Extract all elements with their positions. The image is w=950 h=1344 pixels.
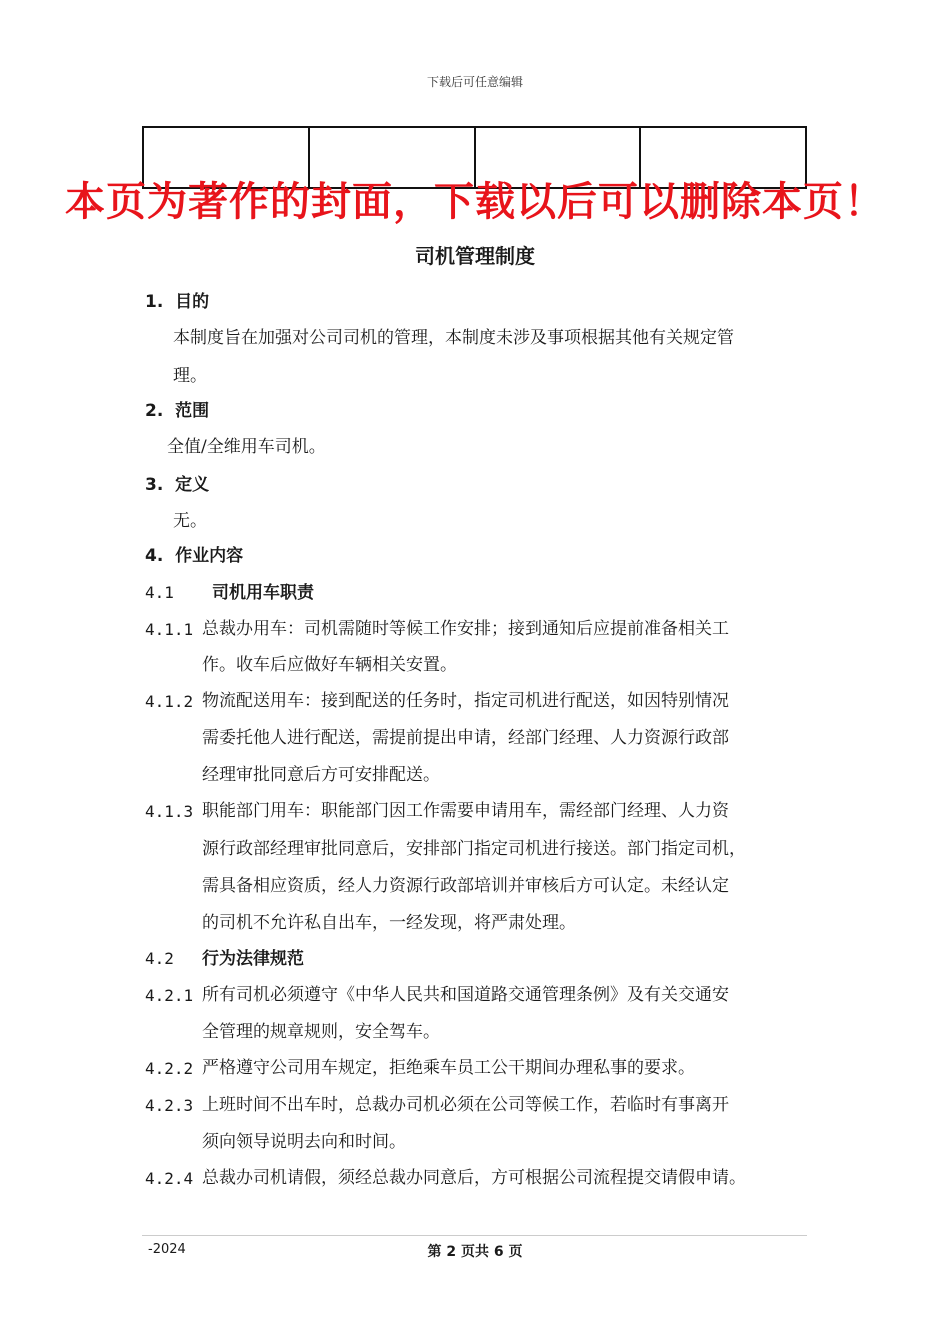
paragraph-line: 全值/全维用车司机。 — [167, 437, 326, 457]
clause-number: 4.2.1 — [145, 986, 194, 1005]
subsection-heading — [145, 948, 174, 970]
clause-line: 须向领导说明去向和时间。 — [202, 1132, 406, 1152]
clause-line: 物流配送用车：接到配送的任务时，指定司机进行配送，如因特别情况 — [202, 691, 729, 711]
section-number: 2. — [145, 401, 164, 421]
clause-line: 全管理的规章规则，安全驾车。 — [202, 1022, 440, 1042]
section-heading — [145, 545, 243, 567]
section-heading — [145, 400, 209, 422]
subsection-number: 4.2 — [145, 949, 174, 968]
section-heading — [145, 474, 209, 496]
paragraph-line: 理。 — [173, 366, 207, 386]
clause-line: 总裁办用车：司机需随时等候工作安排；接到通知后应提前准备相关工 — [202, 619, 729, 639]
paragraph-line: 无。 — [173, 511, 207, 531]
section-title: 目的 — [175, 292, 210, 312]
paragraph-line: 本制度旨在加强对公司司机的管理，本制度未涉及事项根据其他有关规定管 — [173, 328, 734, 348]
footer-divider — [142, 1235, 807, 1236]
section-title: 定义 — [175, 475, 210, 495]
clause-number: 4.1.2 — [145, 692, 194, 711]
clause-line: 总裁办司机请假，须经总裁办同意后，方可根据公司流程提交请假申请。 — [202, 1168, 746, 1188]
clause-number: 4.1.3 — [145, 802, 194, 821]
header-note: 下载后可任意编辑 — [426, 75, 523, 89]
clause-number: 4.1.1 — [145, 620, 194, 639]
clause-number: 4.2.4 — [145, 1169, 194, 1188]
subsection-title: 司机用车职责 — [212, 583, 314, 603]
document-title: 司机管理制度 — [415, 244, 535, 268]
clause-line: 需具备相应资质，经人力资源行政部培训并审核后方可认定。未经认定 — [202, 876, 729, 896]
clause-line: 职能部门用车：职能部门因工作需要申请用车，需经部门经理、人力资 — [202, 801, 729, 821]
subsection-number: 4.1 — [145, 583, 174, 602]
clause-line: 上班时间不出车时，总裁办司机必须在公司等候工作，若临时有事离开 — [202, 1095, 729, 1115]
clause-line: 源行政部经理审批同意后，安排部门指定司机进行接送。部门指定司机， — [202, 839, 746, 859]
clause-line: 的司机不允许私自出车，一经发现，将严肃处理。 — [202, 913, 576, 933]
clause-line: 所有司机必须遵守《中华人民共和国道路交通管理条例》及有关交通安 — [202, 985, 729, 1005]
section-number: 3. — [145, 475, 164, 495]
clause-line: 需委托他人进行配送，需提前提出申请，经部门经理、人力资源行政部 — [202, 728, 729, 748]
subsection-title: 行为法律规范 — [202, 949, 304, 969]
section-title: 作业内容 — [175, 546, 244, 566]
clause-line: 经理审批同意后方可安排配送。 — [202, 765, 440, 785]
footer-year: -2024 — [148, 1242, 186, 1257]
section-number: 4. — [145, 546, 164, 566]
section-heading — [145, 291, 209, 313]
clause-line: 严格遵守公司用车规定，拒绝乘车员工公干期间办理私事的要求。 — [202, 1058, 695, 1078]
clause-line: 作。收车后应做好车辆相关安置。 — [202, 655, 457, 675]
cover-watermark: 本页为著作的封面，下载以后可以删除本页！ — [65, 179, 885, 225]
clause-number: 4.2.2 — [145, 1059, 194, 1078]
clause-number: 4.2.3 — [145, 1096, 194, 1115]
section-title: 范围 — [175, 401, 210, 421]
section-number: 1. — [145, 292, 164, 312]
page-indicator: 第 2 页共 6 页 — [427, 1244, 523, 1260]
subsection-heading — [145, 582, 174, 604]
